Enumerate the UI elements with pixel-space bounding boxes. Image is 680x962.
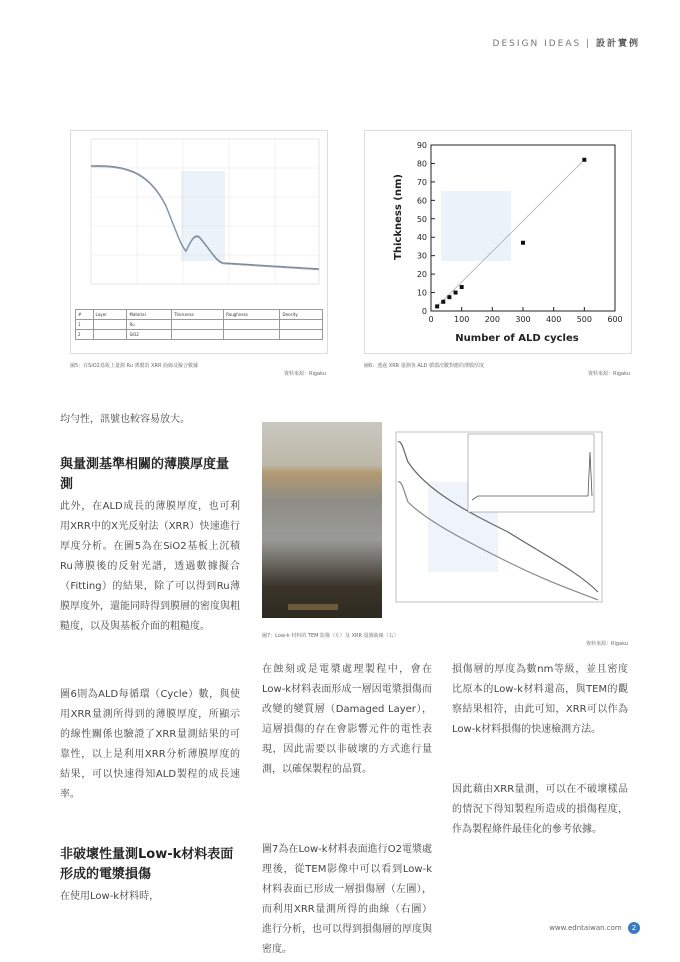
page-number: 2	[628, 922, 640, 934]
fit-results-table	[75, 309, 323, 340]
figure-7-caption	[262, 632, 628, 648]
y-axis-label: Thickness (nm)	[393, 174, 404, 260]
caption-text: 圖5：在SiO2基板上量測 Ru 薄膜的 XRR 曲線及擬合數據	[70, 363, 199, 369]
table-cell: Material	[127, 310, 172, 320]
figure-5-caption	[70, 362, 326, 378]
paragraph-7: 因此藉由XRR量測，可以在不破壞樣品的情況下得知製程所造成的損傷程度，作為製程條件最佳化的參考依據。	[452, 784, 628, 835]
data-point	[521, 241, 525, 245]
column-1-lead: 均勻性，訊號也較容易放大。	[60, 414, 190, 425]
table-cell: #	[76, 310, 94, 320]
paragraph-6: 損傷層的厚度為數nm等級，並且密度比原本的Low-k材料還高，與TEM的觀察結果相符，由此可知，XRR可以作為Low-k材料損傷的快速檢測方法。	[452, 664, 628, 735]
table-cell: SiO2	[127, 330, 172, 340]
table-cell	[172, 330, 224, 340]
table-cell	[280, 330, 323, 340]
table-cell	[280, 320, 323, 330]
y-tick-label: 40	[416, 233, 427, 243]
y-tick-label: 70	[416, 177, 427, 187]
xrr-curve-plot	[71, 131, 327, 306]
table-cell: Density	[280, 310, 323, 320]
table-cell: Layer	[93, 310, 127, 320]
table-cell	[224, 330, 280, 340]
caption-text: 圖6：透過 XRR 量測各 ALD 循環次數對應的薄膜厚度	[364, 363, 484, 369]
table-cell: Ru	[127, 320, 172, 330]
section-heading-1: 與量測基準相關的薄膜厚度量測	[60, 457, 230, 492]
x-tick-label: 100	[454, 315, 470, 324]
table-cell: 1	[76, 320, 94, 330]
x-tick-label: 200	[484, 315, 500, 324]
paragraph-1: 此外，在ALD成長的薄膜厚度，也可利用XRR中的X光反射法（XRR）快速進行厚度分析。在圖5為在SiO2基板上沉積Ru薄膜後的反射光譜，透過數據擬合（Fitting）的結果，除了可以得到Ru薄膜厚度外，還能同時得到膜層的密度與粗糙度，以及與基板介面的粗糙度。	[60, 501, 240, 632]
xrr-lowk-plot	[388, 422, 628, 618]
y-tick-label: 10	[416, 288, 427, 298]
x-tick-label: 0	[428, 315, 434, 324]
table-cell	[172, 320, 224, 330]
header-left: DESIGN IDEAS	[492, 39, 582, 49]
paragraph-3: 在使用Low-k材料時，	[60, 891, 160, 902]
footer-site: www.edntaiwan.com	[549, 924, 622, 932]
tem-image	[262, 422, 382, 618]
paragraph-2: 圖6則為ALD每循環（Cycle）數，與使用XRR量測所得到的薄膜厚度，所顯示的線性關係也驗證了XRR量測結果的可靠性，以上是利用XRR分析薄膜厚度的結果，可以快速得知ALD製程的成長速率。	[60, 689, 240, 800]
table-cell	[93, 320, 127, 330]
figure-6	[364, 130, 632, 354]
section-heading-2: 非破壞性量測Low-k材料表面形成的電漿損傷	[60, 847, 234, 882]
x-axis-label: Number of ALD cycles	[455, 333, 579, 344]
data-point	[454, 291, 458, 295]
table-cell	[93, 330, 127, 340]
caption-text: 圖7：Low-k 材料的 TEM 影像（左）及 XRR 量測曲線（右）	[262, 633, 399, 639]
table-row	[76, 320, 323, 330]
table-cell: Thickness	[172, 310, 224, 320]
y-tick-label: 20	[416, 270, 427, 280]
paragraph-5: 圖7為在Low-k材料表面進行O2電漿處理後，從TEM影像中可以看到Low-k材料表面已形成一層損傷層（左圖），而利用XRR量測所得的曲線（右圖）進行分析，也可以得到損傷層的厚度與密度。	[262, 844, 432, 955]
table-cell: Roughness	[224, 310, 280, 320]
y-tick-label: 80	[416, 159, 427, 169]
figure-7	[258, 418, 630, 628]
page-footer	[549, 922, 640, 934]
table-row	[76, 310, 323, 320]
x-tick-label: 500	[576, 315, 592, 324]
data-point	[582, 158, 586, 162]
figure-5	[70, 130, 328, 354]
data-point	[435, 304, 439, 308]
tem-label	[288, 604, 338, 610]
y-tick-label: 60	[416, 196, 427, 206]
figure-6-caption	[364, 362, 630, 378]
thickness-vs-cycles-chart	[365, 131, 631, 353]
table-cell	[224, 320, 280, 330]
y-tick-label: 90	[416, 141, 427, 150]
table-cell: 2	[76, 330, 94, 340]
data-point	[441, 300, 445, 304]
data-point	[447, 295, 451, 299]
paragraph-4: 在蝕刻或是電漿處理製程中，會在Low-k材料表面形成一層因電漿損傷而改變的變質層（Damaged Layer），這層損傷的存在會影響元件的電性表現，因此需要以非破壞的方式進行量測，以確保製程的品質。	[262, 664, 432, 775]
x-tick-label: 300	[515, 315, 531, 324]
data-point	[460, 285, 464, 289]
header-right: 設計實例	[595, 39, 640, 49]
caption-source: 資料來源：Rigaku	[283, 371, 326, 377]
caption-source: 資料來源：Rigaku	[585, 641, 628, 647]
y-tick-label: 30	[416, 251, 427, 261]
y-tick-label: 50	[416, 214, 427, 224]
running-header: DESIGN IDEAS | 設計實例	[492, 39, 640, 49]
x-tick-label: 400	[546, 315, 562, 324]
table-row	[76, 330, 323, 340]
y-tick-label: 0	[421, 307, 427, 316]
x-tick-label: 600	[607, 315, 623, 324]
caption-source: 資料來源：Rigaku	[587, 371, 630, 377]
